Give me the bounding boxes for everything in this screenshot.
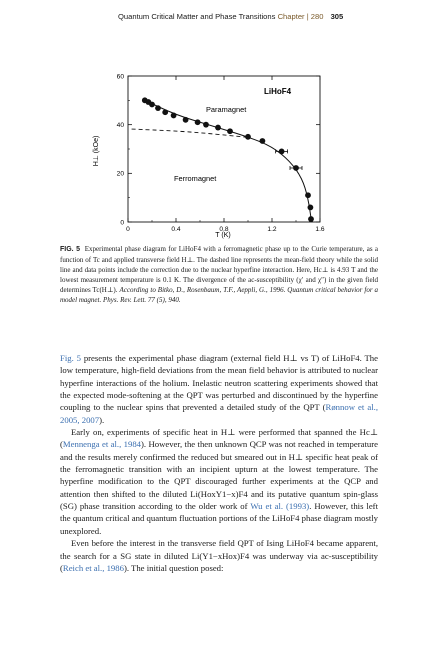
data-point bbox=[305, 192, 311, 198]
data-point bbox=[183, 117, 189, 123]
data-point bbox=[195, 119, 201, 125]
x-tick-label: 0 bbox=[126, 226, 130, 233]
header-chapter: Chapter | 280 bbox=[277, 12, 324, 21]
body-text bbox=[60, 352, 378, 574]
solid-fit-line bbox=[145, 100, 312, 222]
data-point bbox=[227, 128, 233, 134]
citation-link[interactable]: Mennenga et al., 1984 bbox=[62, 439, 142, 450]
x-tick-label: 1.2 bbox=[267, 226, 277, 233]
data-point bbox=[308, 205, 314, 211]
region-label-ferromagnet: Ferromagnet bbox=[174, 174, 217, 183]
page-number: 305 bbox=[330, 12, 344, 21]
paragraph: Fig. 5 presents the experimental phase diagram (external field H⊥ vs T) of LiHoF4. The low temperature, high-field deviations from the mean field behavior is attributed to nuclear hyperfine interactions of the holium. Inelastic neutron scattering experiments showed that the expected mode-softening at the QPT was perturbed and discontinued by the hyperfine coupling to the nuclear spins that prevented a detailed study of the QPT (Rønnow et al., 2005, 2007). bbox=[60, 353, 378, 425]
citation-link[interactable]: Wu et al. (1993) bbox=[250, 501, 310, 512]
y-tick-label: 20 bbox=[116, 170, 124, 178]
x-tick-label: 0.8 bbox=[219, 226, 229, 233]
y-tick-label: 40 bbox=[116, 121, 124, 129]
phase-diagram-figure bbox=[88, 64, 348, 242]
citation-link[interactable]: Reich et al., 1986 bbox=[62, 562, 124, 573]
caption-label: FIG. 5 bbox=[60, 246, 81, 253]
citation-link[interactable]: Rønnow et al., 2005, 2007 bbox=[60, 402, 378, 425]
x-tick-label: 0.4 bbox=[171, 226, 181, 233]
data-point bbox=[162, 109, 168, 115]
y-tick-label: 0 bbox=[120, 219, 124, 227]
x-tick-label: 1.6 bbox=[315, 226, 325, 233]
y-axis-label: H⊥ (kOe) bbox=[93, 135, 100, 167]
chart-title: LiHoF4 bbox=[264, 87, 292, 96]
data-point bbox=[293, 165, 299, 171]
figure-caption bbox=[60, 244, 378, 305]
data-point bbox=[260, 138, 266, 144]
citation-link[interactable]: Fig. 5 bbox=[60, 353, 81, 363]
paragraph: Early on, experiments of specific heat in H⊥ were performed that spanned the Hc⊥ (Mennenga et al., 1984). However, the then unknown QCP was not reached in temperature and the results merely confirmed the reduced but smeared out in H⊥ specific heat peak of the ferromagnetic transition with an incipient upturn at the lowest temperature. The hyperfine modification to the QPT discouraged further experiments at the QCP and attention then shifted to the diluted Li(HoxY1−x)F4 and its putative quantum spin-glass (SG) phase transition according to the older work of Wu et al. (1993). However, this left the quantum critical and quantum fluctuation portions of the LiHoF4 phase diagram mostly unexplored. bbox=[60, 427, 378, 536]
paragraph: Even before the interest in the transverse field QPT of Ising LiHoF4 became apparent, the search for a SG state in diluted Li(Y1−xHox)F4 was underway via ac-susceptibility (Reich et al., 1986). The initial question posed: bbox=[60, 538, 378, 573]
data-point bbox=[155, 105, 161, 111]
header-title: Quantum Critical Matter and Phase Transitions bbox=[118, 12, 276, 21]
data-point bbox=[245, 134, 251, 140]
data-point bbox=[149, 102, 155, 108]
y-tick-label: 60 bbox=[116, 73, 124, 81]
axes bbox=[117, 73, 325, 233]
fit-lines bbox=[132, 100, 312, 222]
caption-reference: According to Bitko, D., Rosenbaum, T.F., Aeppli, G., 1996. Quantum critical behavior for a model magnet. Phys. Rev. Lett. 77 (5), 940. bbox=[60, 286, 379, 304]
x-axis-label: T (K) bbox=[215, 232, 231, 239]
caption-text: Experimental phase diagram for LiHoF4 with a ferromagnetic phase up to the Curie temperature, as a function of Tc and applied transverse field H⊥. The dashed line represents the mean-field theory while the solid line and data points include the correction due to the nuclear hyperfine interaction. Here, Hc⊥ is 4.93 T and the lowest measurement temperature is 0.1 K. The divergence of the ac-susceptibility (χ′ and χ″) in the given field determines Tc(H⊥). bbox=[60, 245, 378, 294]
plot-frame bbox=[128, 76, 320, 222]
data-point bbox=[215, 125, 221, 131]
region-label-paramagnet: Paramagnet bbox=[206, 105, 247, 114]
running-header bbox=[118, 12, 398, 21]
data-point bbox=[171, 113, 177, 119]
data-point bbox=[203, 122, 209, 128]
data-point bbox=[308, 216, 314, 222]
data-point bbox=[279, 149, 285, 155]
